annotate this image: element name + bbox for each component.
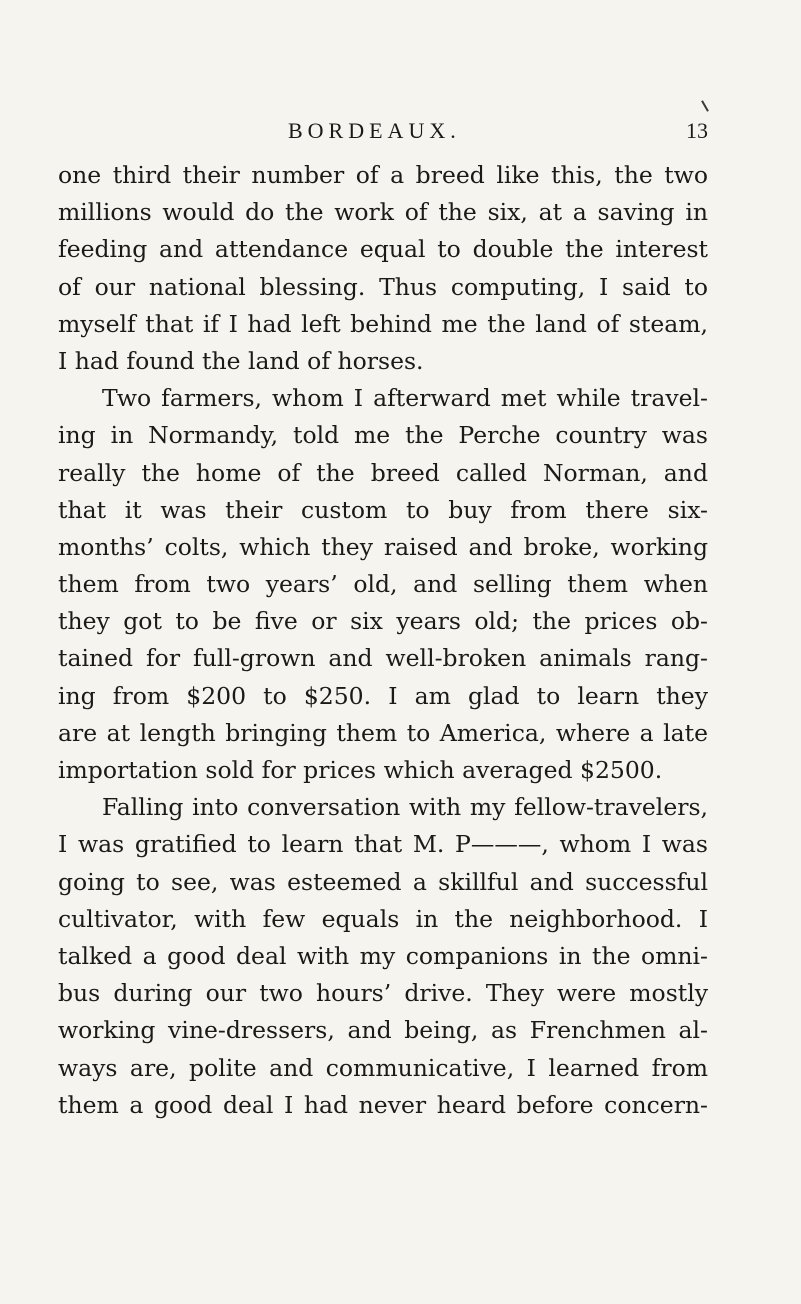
text-line: them a good deal I had never heard before concern- [58,1090,708,1119]
text-line: that it was their custom to buy from there six- [58,495,708,524]
corner-mark [701,100,709,111]
text-line: importation sold for prices which averaged $2500. [58,756,663,784]
text-line: them from two years’ old, and selling them when [58,570,708,599]
page-number: 13 [686,118,708,143]
text-line: of our national blessing. Thus computing, I said to [58,272,708,301]
text-line: Two farmers, whom I afterward met while travel- [102,384,708,413]
text-line: are at length bringing them to America, where a late [58,718,708,747]
text-line: ing from $200 to $250. I am glad to learn they [58,681,708,710]
text-line: working vine-dressers, and being, as Frenchmen al- [58,1016,708,1045]
text-line: ing in Normandy, told me the Perche country was [58,421,708,450]
text-line: I had found the land of horses. [58,346,424,375]
text-line: cultivator, with few equals in the neighborhood. I [58,904,708,933]
text-line: really the home of the breed called Norman, and [58,458,708,487]
text-line: millions would do the work of the six, at a saving in [58,198,708,227]
text-line: I was gratified to learn that M. P———, whom I was [58,830,708,859]
running-title: BORDEAUX. [288,118,461,143]
text-line: ways are, polite and communicative, I learned from [58,1053,708,1082]
body-text [58,157,708,1124]
text-line: tained for full-grown and well-broken animals rang- [58,644,708,673]
running-head [108,118,708,152]
text-line: feeding and attendance equal to double the interest [58,235,708,264]
text-line: Falling into conversation with my fellow-travelers, [102,793,708,822]
text-line: months’ colts, which they raised and broke, working [58,532,708,561]
text-line: myself that if I had left behind me the land of steam, [58,309,708,338]
text-line: one third their number of a breed like this, the two [58,161,708,189]
text-line: bus during our two hours’ drive. They were mostly [58,979,708,1008]
text-line: going to see, was esteemed a skillful and successful [58,867,708,896]
text-line: they got to be five or six years old; the prices ob- [58,607,708,636]
text-line: talked a good deal with my companions in the omni- [58,941,708,970]
